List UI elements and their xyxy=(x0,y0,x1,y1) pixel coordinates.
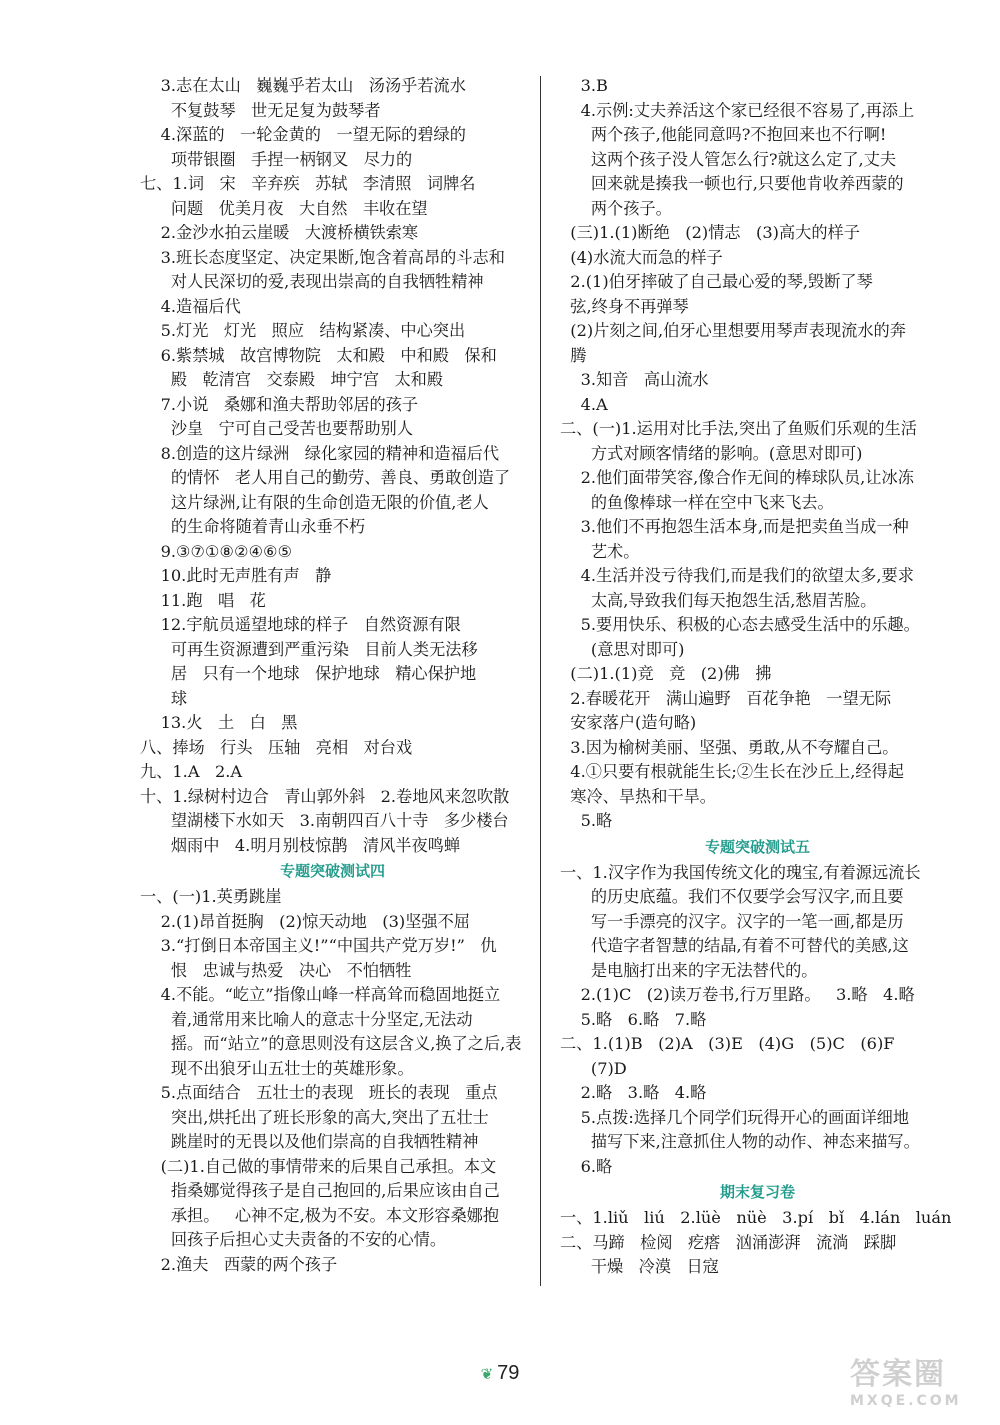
answer-line: 摇。而“站立”的意思则没有这层含义,换了之后,表 xyxy=(140,1034,522,1053)
answer-line: 2.略 3.略 4.略 xyxy=(560,1083,707,1102)
answer-line: 4.A xyxy=(560,394,608,414)
answer-line: 3.班长态度坚定、决定果断,饱含着高昂的斗志和 xyxy=(140,247,505,267)
answer-line: 4.深蓝的 一轮金黄的 一望无际的碧绿的 xyxy=(140,125,466,144)
answer-line: 3.知音 高山流水 xyxy=(560,370,709,389)
answer-line: (二)1.自己做的事情带来的后果自己承担。本文 xyxy=(140,1156,497,1176)
answer-line: 的历史底蕴。我们不仅要学会写汉字,而且要 xyxy=(560,887,904,906)
answer-line: 承担。 心神不定,极为不安。本文形容桑娜抱 xyxy=(140,1205,500,1225)
answer-line: 安家落户(造句略) xyxy=(560,713,697,732)
answer-line: 一、(一)1.英勇跳崖 xyxy=(140,887,282,906)
answer-line: 居 只有一个地球 保护地球 精心保护地 xyxy=(140,664,477,683)
answer-line: 5.要用快乐、积极的心态去感受生活中的乐趣。 xyxy=(560,615,920,634)
answer-line: 2.他们面带笑容,像合作无间的棒球队员,让冰冻 xyxy=(560,468,914,487)
answer-line: 回来就是揍我一顿也行,只要他肯收养西蒙的 xyxy=(560,174,904,193)
answer-line: 7.小说 桑娜和渔夫帮助邻居的孩子 xyxy=(140,394,419,414)
answer-line: 跳崖时的无畏以及他们崇高的自我牺牲精神 xyxy=(140,1132,479,1151)
answer-line: 问题 优美月夜 大自然 丰收在望 xyxy=(140,198,428,218)
answer-line: (4)水流大而急的样子 xyxy=(560,247,723,267)
answer-line: 十、1.绿树村边合 青山郭外斜 2.卷地风来忽吹散 xyxy=(140,786,510,806)
answer-line: 5.略 6.略 7.略 xyxy=(560,1009,707,1029)
watermark-logo: 答案圈 MXQE.COM xyxy=(850,1357,962,1409)
answer-line: 2.春暖花开 满山遍野 百花争艳 一望无际 xyxy=(560,688,892,708)
section-heading: 专题突破测试五 xyxy=(704,837,810,856)
answer-line: 不复鼓琴 世无足复为鼓琴者 xyxy=(140,100,381,120)
answer-line: 烟雨中 4.明月别枝惊鹊 清风半夜鸣蝉 xyxy=(140,835,461,855)
answer-line: 两个孩子。 xyxy=(560,198,672,218)
answer-line: 现不出狼牙山五壮士的英雄形象。 xyxy=(140,1058,414,1078)
answer-line: 回孩子后担心丈夫责备的不安的心情。 xyxy=(140,1230,447,1249)
answer-line: 3.“打倒日本帝国主义!”“中国共产党万岁!” 仇 xyxy=(140,936,497,955)
answer-line: 七、1.词 宋 辛弃疾 苏轼 李清照 词牌名 xyxy=(140,174,476,193)
answer-line: 2.金沙水拍云崖暖 大渡桥横铁索寒 xyxy=(140,223,419,242)
answer-line: 3.因为榆树美丽、坚强、勇敢,从不夸耀自己。 xyxy=(560,737,899,757)
answer-line: 殿 乾清宫 交泰殿 坤宁宫 太和殿 xyxy=(140,370,444,389)
answer-line: 着,通常用来比喻人的意志十分坚定,无法动 xyxy=(140,1009,473,1029)
answer-line: 恨 忠诚与热爱 决心 不怕牺牲 xyxy=(140,960,412,980)
answer-line: (7)D xyxy=(560,1058,627,1078)
section-heading: 专题突破测试四 xyxy=(279,862,385,880)
answer-line: 3.B xyxy=(560,76,608,95)
answer-line: 8.创造的这片绿洲 绿化家园的精神和造福后代 xyxy=(140,443,500,463)
answer-line: (二)1.(1)竞 竞 (2)佛 拂 xyxy=(560,664,772,683)
answer-line: 6.紫禁城 故宫博物院 太和殿 中和殿 保和 xyxy=(140,345,497,365)
column-divider xyxy=(540,76,541,1286)
answer-line: 弦,终身不再弹琴 xyxy=(560,296,689,316)
answer-line: 腾 xyxy=(560,345,587,365)
answer-line: 两个孩子,他能同意吗?不抱回来也不行啊! xyxy=(560,125,887,144)
answer-line: (意思对即可) xyxy=(560,639,685,659)
answer-line: 寒冷、旱热和干旱。 xyxy=(560,786,716,806)
answer-line: (2)片刻之间,伯牙心里想要用琴声表现流水的奔 xyxy=(560,321,906,340)
answer-line: 4.不能。“屹立”指像山峰一样高耸而稳固地挺立 xyxy=(140,985,501,1004)
answer-line: 2.(1)C (2)读万卷书,行万里路。 3.略 4.略 xyxy=(560,985,915,1004)
answer-line: 5.点拨:选择几个同学们玩得开心的画面详细地 xyxy=(560,1107,910,1127)
answer-line: 5.点面结合 五壮士的表现 班长的表现 重点 xyxy=(140,1083,498,1102)
answer-line: 3.他们不再抱怨生活本身,而是把卖鱼当成一种 xyxy=(560,517,909,536)
answer-line: 二、马蹄 检阅 疙瘩 汹涌澎湃 流淌 踩脚 xyxy=(560,1232,897,1252)
right-column xyxy=(560,74,955,1280)
answer-line: 9.③⑦①⑧②④⑥⑤ xyxy=(140,541,293,561)
section-heading: 期末复习卷 xyxy=(719,1183,795,1201)
answer-line: 的生命将随着青山永垂不朽 xyxy=(140,517,366,536)
answer-line: 球 xyxy=(140,688,188,708)
answer-line: 这两个孩子没人管怎么行?就这么定了,丈夫 xyxy=(560,149,897,169)
answer-line: 6.略 xyxy=(560,1156,613,1176)
answer-line: 是电脑打出来的字无法替代的。 xyxy=(560,960,818,980)
answer-line: 干燥 冷漠 日寇 xyxy=(560,1257,719,1276)
answer-line: 描写下来,注意抓住人物的动作、神态来描写。 xyxy=(560,1132,920,1151)
answer-line: 对人民深切的爱,表现出崇高的自我牺牲精神 xyxy=(140,272,484,291)
answer-line: 3.志在太山 巍巍乎若太山 汤汤乎若流水 xyxy=(140,76,466,95)
page-number: ❦ 79 xyxy=(480,1362,520,1384)
answer-line: 13.火 土 白 黑 xyxy=(140,713,298,732)
answer-line: 艺术。 xyxy=(560,541,640,561)
answer-line: 4.造福后代 xyxy=(140,296,241,316)
answer-line: 指桑娜觉得孩子是自己抱回的,后果应该由自己 xyxy=(140,1181,500,1200)
page-ornament-icon: ❦ xyxy=(480,1366,494,1383)
answer-line: 方式对顾客情绪的影响。(意思对即可) xyxy=(560,443,863,463)
answer-line: 11.跑 唱 花 xyxy=(140,590,266,610)
answer-line: 4.生活并没亏待我们,而是我们的欲望太多,要求 xyxy=(560,566,914,585)
left-column xyxy=(140,74,525,1277)
answer-line: 太高,导致我们每天抱怨生活,愁眉苦脸。 xyxy=(560,590,877,610)
answer-line: 10.此时无声胜有声 静 xyxy=(140,566,332,585)
answer-line: 的鱼像棒球一样在空中飞来飞去。 xyxy=(560,492,834,512)
answer-line: 可再生资源遭到严重污染 目前人类无法移 xyxy=(140,639,478,659)
answer-line: 的情怀 老人用自己的勤劳、善良、勇敢创造了 xyxy=(140,468,511,487)
answer-line: 2.(1)昂首挺胸 (2)惊天动地 (3)坚强不屈 xyxy=(140,911,470,931)
answer-line: (三)1.(1)断绝 (2)情志 (3)高大的样子 xyxy=(560,223,860,242)
answer-line: 代造字者智慧的结晶,有着不可替代的美感,这 xyxy=(560,936,909,955)
answer-line: 4.①只要有根就能生长;②生长在沙丘上,经得起 xyxy=(560,762,904,781)
answer-line: 九、1.A 2.A xyxy=(140,762,243,781)
answer-line: 望湖楼下水如天 3.南朝四百八十寺 多少楼台 xyxy=(140,811,509,830)
answer-line: 这片绿洲,让有限的生命创造无限的价值,老人 xyxy=(140,492,489,512)
answer-line: 项带银圈 手捏一柄钢叉 尽力的 xyxy=(140,149,413,169)
answer-line: 4.示例:丈夫养活这个家已经很不容易了,再添上 xyxy=(560,100,915,120)
answer-line: 突出,烘托出了班长形象的高大,突出了五壮士 xyxy=(140,1107,489,1127)
answer-line: 二、1.(1)B (2)A (3)E (4)G (5)C (6)F xyxy=(560,1034,895,1053)
answer-line: 沙皇 宁可自己受苦也要帮助别人 xyxy=(140,419,413,438)
answer-line: 5.略 xyxy=(560,811,613,830)
answer-line: 2.(1)伯牙摔破了自己最心爱的琴,毁断了琴 xyxy=(560,272,873,291)
answer-line: 12.宇航员遥望地球的样子 自然资源有限 xyxy=(140,615,461,634)
answer-line: 5.灯光 灯光 照应 结构紧凑、中心突出 xyxy=(140,321,466,340)
answer-line: 一、1.汉字作为我国传统文化的瑰宝,有着源远流长 xyxy=(560,862,921,882)
answer-line: 2.渔夫 西蒙的两个孩子 xyxy=(140,1254,338,1274)
answer-line: 一、1.liǔ liú 2.lüè nüè 3.pí bǐ 4.lán luán xyxy=(560,1208,952,1227)
answer-line: 写一手漂亮的汉字。汉字的一笔一画,都是历 xyxy=(560,911,904,931)
answer-line: 八、捧场 行头 压轴 亮相 对台戏 xyxy=(140,737,413,757)
answer-line: 二、(一)1.运用对比手法,突出了鱼贩们乐观的生活 xyxy=(560,419,917,438)
